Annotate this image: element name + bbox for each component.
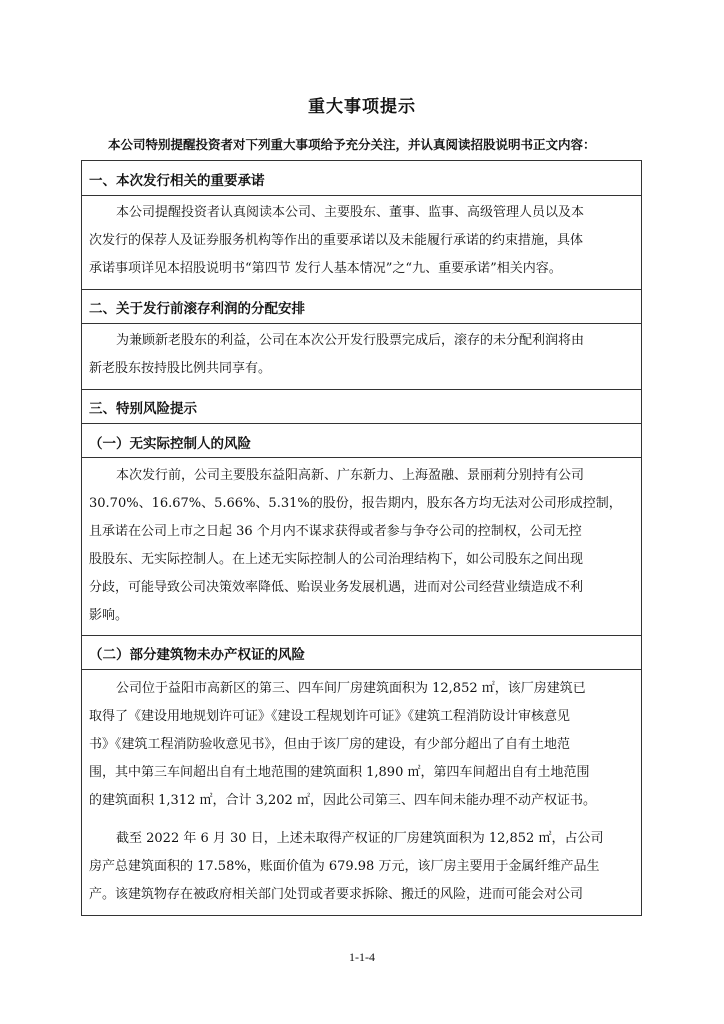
text-line: 截至 2022 年 6 月 30 日，上述未取得产权证的厂房建筑面积为 12,852 ㎡，占公司	[116, 831, 604, 846]
page-title: 重大事项提示	[308, 97, 416, 117]
paragraph-commitments	[89, 199, 635, 283]
text-line: 取得了《建设用地规划许可证》《建设工程规划许可证》《建筑工程消防设计审核意见	[89, 709, 571, 724]
divider	[82, 635, 641, 636]
intro-notice: 本公司特别提醒投资者对下列重大事项给予充分关注，并认真阅读招股说明书正文内容：	[108, 137, 596, 152]
section-heading-profit-distribution: 二、关于发行前滚存利润的分配安排	[89, 301, 305, 317]
divider	[82, 669, 641, 670]
section-heading-commitments: 一、本次发行相关的重要承诺	[89, 173, 265, 189]
paragraph-property-certificate-2	[89, 825, 635, 909]
divider	[82, 195, 641, 196]
text-line: 的建筑面积 1,312 ㎡，合计 3,202 ㎡，因此公司第三、四车间未能办理不动产权证书。	[89, 793, 596, 808]
text-line: 本次发行前，公司主要股东益阳高新、广东新力、上海盈融、景丽莉分别持有公司	[116, 468, 585, 483]
text-line: 产。该建筑物存在被政府相关部门处罚或者要求拆除、搬迁的风险，进而可能会对公司	[89, 887, 584, 902]
text-line: 股股东、无实际控制人。在上述无实际控制人的公司治理结构下，如公司股东之间出现	[89, 552, 584, 567]
divider	[82, 389, 641, 390]
subsection-heading-property-certificate: （二）部分建筑物未办产权证的风险	[89, 647, 305, 663]
text-line: 房产总建筑面积的 17.58%，账面价值为 679.98 万元，该厂房主要用于金属纤维产品生	[89, 859, 600, 874]
text-line: 书》《建筑工程消防验收意见书》，但由于该厂房的建设，有少部分超出了自有土地范	[89, 737, 571, 752]
page-number: 1-1-4	[349, 950, 375, 964]
text-line: 次发行的保荐人及证券服务机构等作出的重要承诺以及未能履行承诺的约束措施，具体	[89, 233, 584, 248]
divider	[82, 457, 641, 458]
paragraph-profit-distribution	[89, 327, 635, 383]
divider	[82, 423, 641, 424]
text-line: 30.70%、16.67%、5.66%、5.31%的股份，报告期内，股东各方均无法对公司形成控制，	[89, 496, 622, 511]
divider	[82, 289, 641, 290]
text-line: 分歧，可能导致公司决策效率降低、贻误业务发展机遇，进而对公司经营业绩造成不利	[89, 580, 584, 595]
text-line: 影响。	[89, 608, 129, 623]
divider	[82, 323, 641, 324]
paragraph-no-controller	[89, 462, 635, 630]
text-line: 公司位于益阳市高新区的第三、四车间厂房建筑面积为 12,852 ㎡，该厂房建筑已	[116, 681, 586, 696]
subsection-heading-no-controller: （一）无实际控制人的风险	[89, 436, 251, 452]
text-line: 为兼顾新老股东的利益，公司在本次公开发行股票完成后，滚存的未分配利润将由	[116, 333, 585, 348]
text-line: 新老股东按持股比例共同享有。	[89, 361, 272, 376]
text-line: 围，其中第三车间超出自有土地范围的建筑面积 1,890 ㎡，第四车间超出自有土地范围	[89, 765, 590, 780]
content-box	[81, 160, 642, 916]
text-line: 承诺事项详见本招股说明书“第四节 发行人基本情况”之“九、重要承诺”相关内容。	[89, 261, 562, 276]
paragraph-property-certificate-1	[89, 675, 635, 815]
section-heading-risk: 三、特别风险提示	[89, 401, 197, 417]
text-line: 且承诺在公司上市之日起 36 个月内不谋求获得或者参与争夺公司的控制权，公司无控	[89, 524, 582, 539]
text-line: 本公司提醒投资者认真阅读本公司、主要股东、董事、监事、高级管理人员以及本	[116, 205, 585, 220]
